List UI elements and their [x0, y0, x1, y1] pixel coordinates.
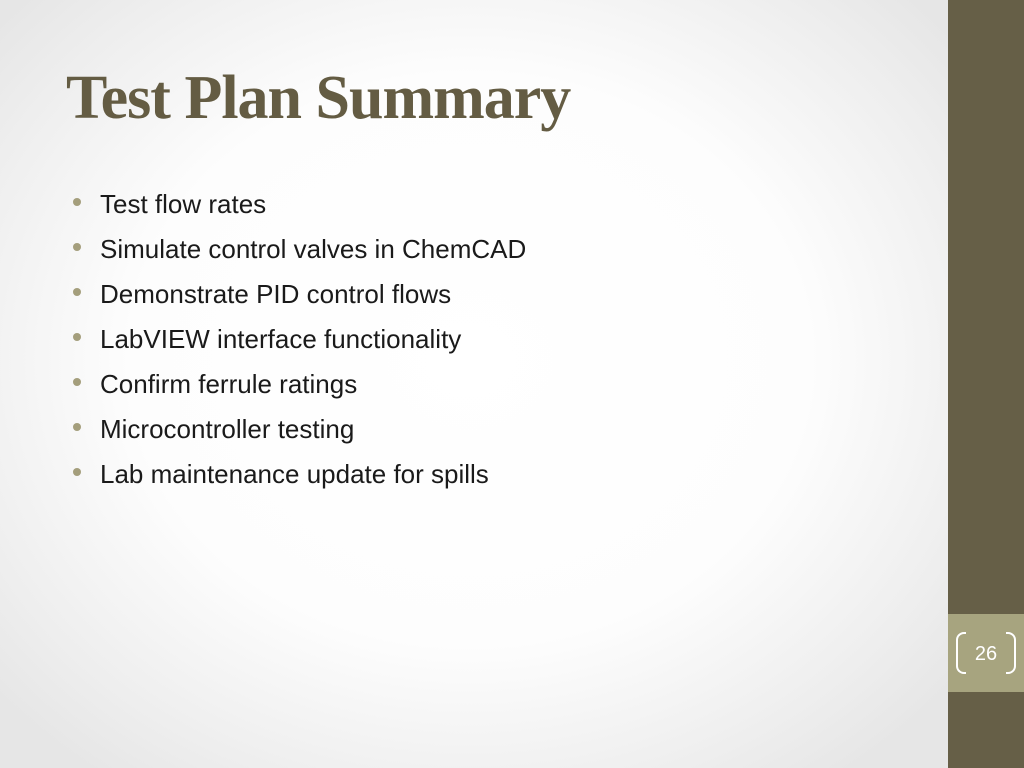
- bullet-text: LabVIEW interface functionality: [100, 324, 462, 354]
- bullet-icon: [73, 243, 81, 251]
- list-item: [72, 319, 526, 364]
- bullet-text: Test flow rates: [100, 189, 267, 219]
- bullet-icon: [73, 378, 81, 386]
- bullet-text: Lab maintenance update for spills: [100, 459, 489, 489]
- bullet-text: Simulate control valves in ChemCAD: [100, 234, 527, 264]
- right-bracket-icon: [1006, 632, 1016, 674]
- bullet-text: Demonstrate PID control flows: [100, 279, 452, 309]
- bullet-icon: [73, 468, 81, 476]
- bullet-icon: [73, 333, 81, 341]
- left-bracket-icon: [956, 632, 966, 674]
- bullet-icon: [73, 423, 81, 431]
- slide-title: Test Plan Summary: [66, 64, 571, 132]
- bullet-icon: [73, 198, 81, 206]
- page-number: 26: [974, 643, 998, 665]
- list-item: [72, 454, 526, 499]
- bullet-icon: [73, 288, 81, 296]
- bullet-text: Microcontroller testing: [100, 414, 355, 444]
- list-item: [72, 184, 526, 229]
- list-item: [72, 409, 526, 454]
- list-item: [72, 229, 526, 274]
- bullet-text: Confirm ferrule ratings: [100, 369, 358, 399]
- list-item: [72, 274, 526, 319]
- bullet-list: [72, 184, 526, 499]
- list-item: [72, 364, 526, 409]
